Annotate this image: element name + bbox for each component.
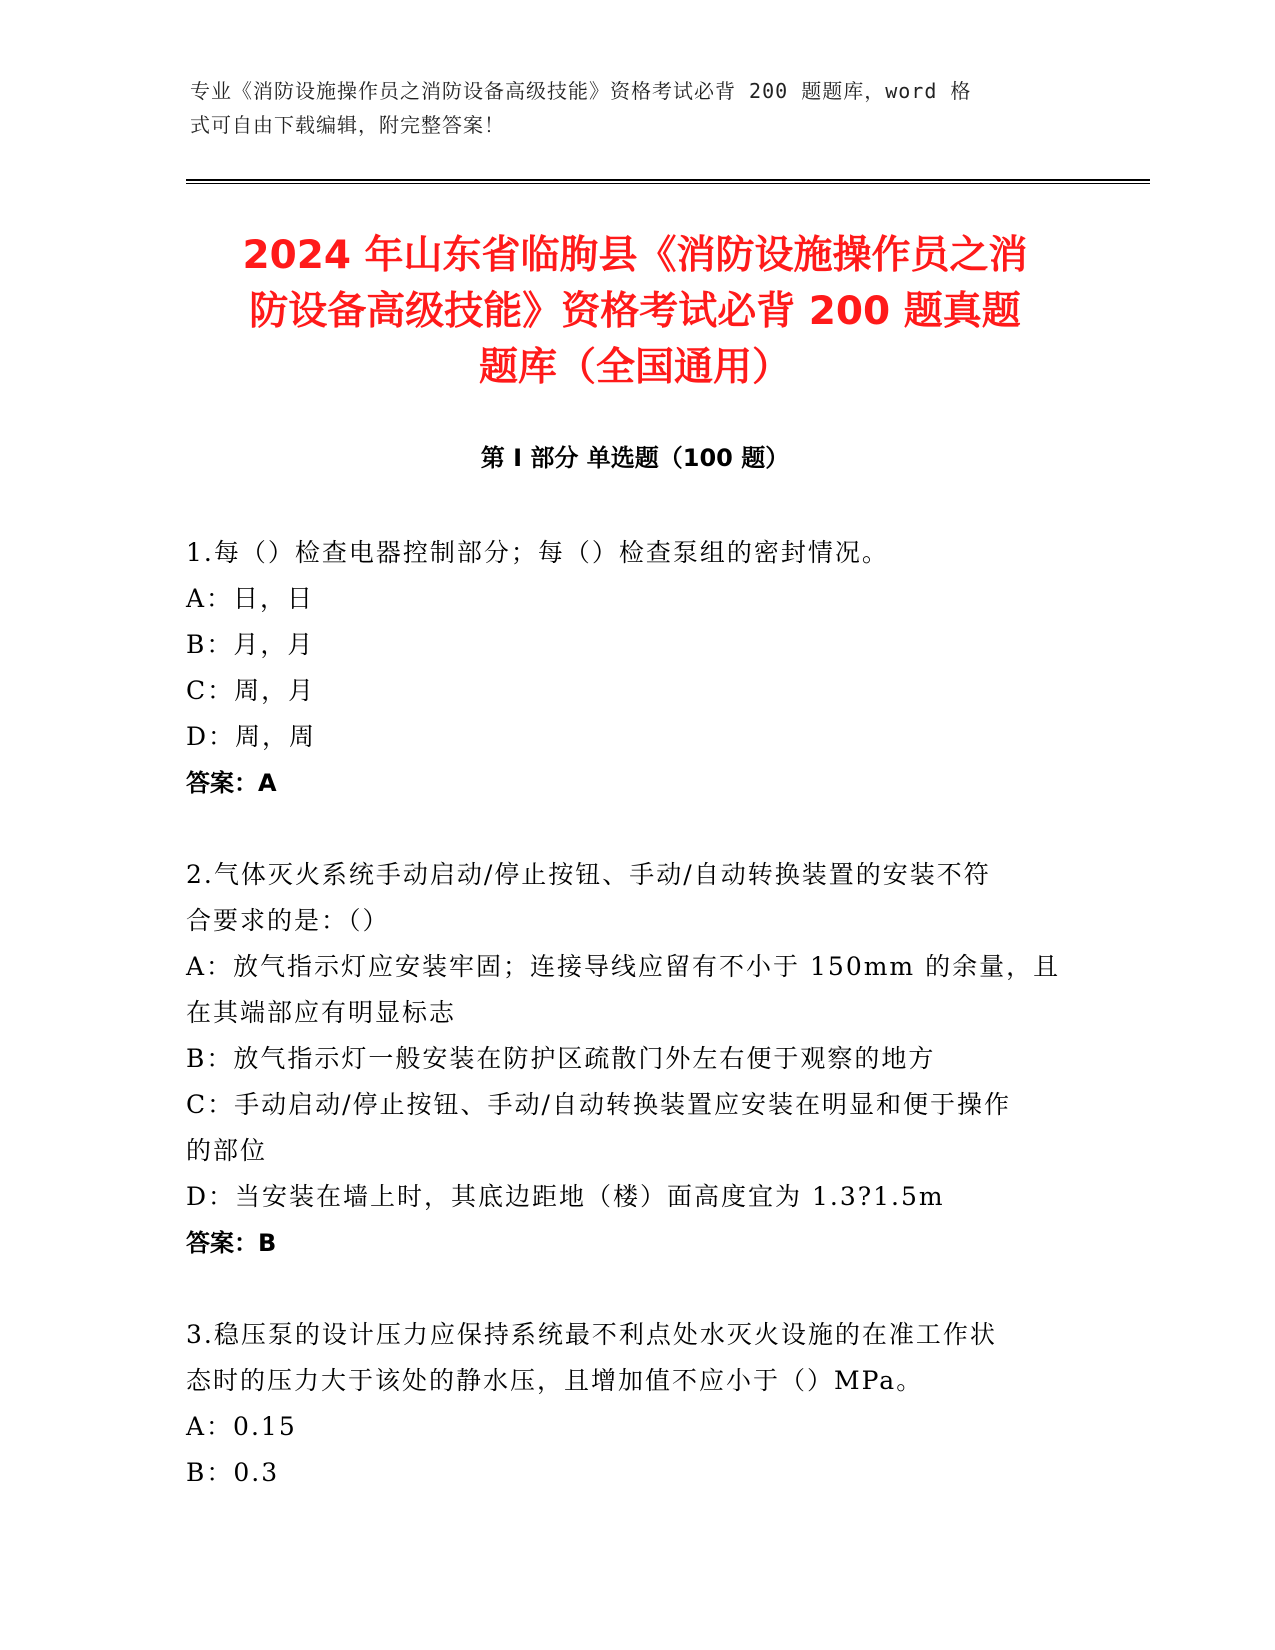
question-stem-cont: 态时的压力大于该处的静水压，且增加值不应小于（）MPa。 (186, 1366, 924, 1395)
option-a-cont: 在其端部应有明显标志 (186, 998, 457, 1027)
header-line-2: 式可自由下载编辑，附完整答案！ (190, 113, 505, 137)
option-b: B：0.3 (186, 1458, 280, 1487)
question-list (186, 530, 1066, 1542)
title-line-1: 2024 年山东省临朐县《消防设施操作员之消 (242, 233, 1028, 278)
option-d: D：当安装在墙上时，其底边距地（楼）面高度宜为 1.3?1.5m (186, 1182, 945, 1211)
document-title (175, 228, 1095, 396)
option-a: A：0.15 (186, 1412, 297, 1441)
question-2 (186, 852, 1066, 1266)
header-line-1: 专业《消防设施操作员之消防设备高级技能》资格考试必背 200 题题库，word 格 (190, 79, 972, 103)
option-c-cont: 的部位 (186, 1136, 268, 1165)
answer: 答案：A (186, 769, 277, 797)
question-stem: 1.每（）检查电器控制部分；每（）检查泵组的密封情况。 (186, 538, 889, 567)
option-c: C：手动启动/停止按钮、手动/自动转换装置应安装在明显和便于操作 (186, 1090, 1011, 1119)
question-stem: 2.气体灭火系统手动启动/停止按钮、手动/自动转换装置的安装不符 (186, 860, 991, 889)
option-b: B：月，月 (186, 630, 315, 659)
option-d: D：周，周 (186, 722, 317, 751)
title-line-3: 题库（全国通用） (478, 345, 791, 390)
question-3 (186, 1312, 1066, 1496)
header-divider-thick (186, 179, 1150, 181)
option-c: C：周，月 (186, 676, 316, 705)
question-stem: 3.稳压泵的设计压力应保持系统最不利点处水灭火设施的在准工作状 (186, 1320, 997, 1349)
option-a: A：放气指示灯应安装牢固；连接导线应留有不小于 150mm 的余量，且 (186, 952, 1061, 981)
title-line-2: 防设备高级技能》资格考试必背 200 题真题 (249, 289, 1021, 334)
answer: 答案：B (186, 1229, 277, 1257)
option-a: A：日，日 (186, 584, 315, 613)
section-heading: 第 I 部分 单选题（100 题） (480, 444, 790, 472)
option-b: B：放气指示灯一般安装在防护区疏散门外左右便于观察的地方 (186, 1044, 936, 1073)
document-header (190, 74, 1070, 142)
question-1 (186, 530, 1066, 806)
question-stem-cont: 合要求的是：（） (186, 906, 390, 935)
header-divider-thin (186, 183, 1150, 184)
